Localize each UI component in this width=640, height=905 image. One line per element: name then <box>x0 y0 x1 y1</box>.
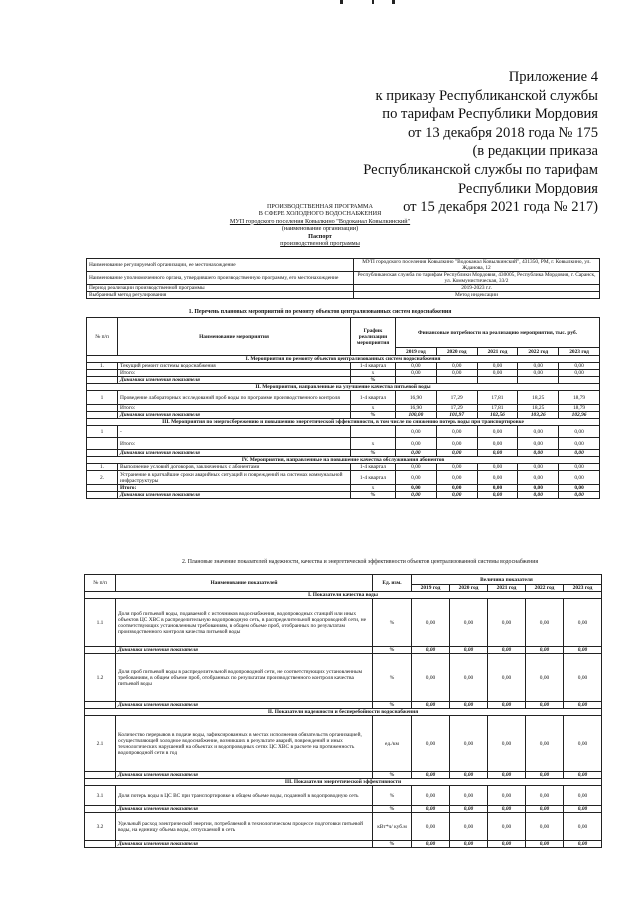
dynamics-row: Динамика изменения показателя % 0,00 0,00 0,00 0,00 0,00 <box>85 841 602 848</box>
section-row: I. Показатели качества воды <box>85 592 602 599</box>
section-row: III. Мероприятия по энергосбережению и повышению энергетической эффективности, в том числе по снижению потерь воды при транспортировке <box>87 419 600 426</box>
table-row: 1.1 Доля проб питьевой воды, подаваемой с источников водоснабжения, водопроводных станций или иных объектов ЦС ХВС в распределительную водопроводную сеть, в распределительной водопроводной сети, не соответствующих установленным требованиям, в общем объеме проб, отобранных по результатам производственного контроля качества питьевой воды % 0,00 0,00 0,00 0,00 0,00 <box>85 599 602 647</box>
appendix-line: от 15 декабря 2021 года № 217) <box>403 199 598 216</box>
table-header-row <box>85 575 602 585</box>
table-row: 2. Устранение в кратчайшие сроки аварийных ситуаций и повреждений на системах коммунальной инфраструктуры 1-4 квартал 0,00 0,00 0,00 0,00 0,00 <box>87 471 600 485</box>
indicators-table <box>84 574 602 848</box>
table-row: 1.2 Доля проб питьевой воды в распределительной водопроводной сети, не соответствующих установленным требованиям, в общем объеме проб, отобранных по результатам производственного контроля качества питьевой воды % 0,00 0,00 0,00 0,00 0,00 <box>85 654 602 702</box>
scan-artifact <box>392 0 395 4</box>
total-row: Итого: х 0,00 0,00 0,00 0,00 0,00 <box>87 438 600 450</box>
col-header-name: Наименование мероприятия <box>118 318 351 356</box>
section-row: II. Мероприятия, направленные на улучшение качества питьевой воды <box>87 384 600 391</box>
passport-value: МУП городского поселения Ковылкино "Водоканал Ковылкинский", 431350, РМ, г. Ковылкино, ул. Жданова, 12 <box>354 259 600 272</box>
table-header-row <box>87 318 600 348</box>
dynamics-row: Динамика изменения показателя % 0,00 0,00 0,00 0,00 0,00 <box>85 806 602 813</box>
table-row: 3.2 Удельный расход электрической энергии, потребляемой в технологическом процессе подготовки питьевой воды, на единицу объема воды, отпускаемой в сеть кВт*ч/ куб.м 0,00 0,00 0,00 0,00 0,00 <box>85 813 602 841</box>
dynamics-row: Динамика изменения показателя % 100,00 101,97 102,56 103,26 102,96 <box>87 412 600 419</box>
appendix-line: Приложение 4 <box>508 69 598 85</box>
appendix-line: (в редакции приказа <box>472 143 598 160</box>
dynamics-row: Динамика изменения показателя % 0,00 0,00 0,00 0,00 0,00 <box>87 450 600 457</box>
section-row: IV. Мероприятия, направленные на повышение качества обслуживания абонентов <box>87 457 600 464</box>
passport-label: Наименование регулируемой организации, ее местонахождение <box>87 259 354 272</box>
title-line: В СФЕРЕ ХОЛОДНОГО ВОДОСНАБЖЕНИЯ <box>258 210 382 218</box>
passport-subheading: производственной программы <box>280 240 360 248</box>
appendix-line: по тарифам Республики Мордовия <box>382 106 598 123</box>
table-row: 3.1 Доля потерь воды в ЦС ВС при транспортировке в общем объеме воды, поданной в водопроводную сеть % 0,00 0,00 0,00 0,00 0,00 <box>85 786 602 806</box>
col-header-name: Наименование показателей <box>116 575 373 592</box>
table2-caption: 2. Плановые значение показателей надежности, качества и энергетической эффективности объектов централизованной системы водоснабжения <box>181 559 539 565</box>
passport-label: Период реализации производственной программы <box>87 285 354 292</box>
year-header: 2022 год <box>518 348 559 356</box>
appendix-line: Республики Мордовия <box>457 180 598 197</box>
appendix-line: от 13 декабря 2018 года № 175 <box>407 124 598 141</box>
appendix-line: к приказу Республиканской службы <box>375 87 598 104</box>
passport-value: 2019-2023 г.г. <box>354 285 600 292</box>
year-header: 2021 год <box>477 348 518 356</box>
col-header-values: Величина показателя <box>412 575 602 585</box>
col-header-unit: Ед. изм. <box>373 575 412 592</box>
section-row: III. Показатели энергетической эффективности <box>85 779 602 786</box>
measures-table <box>86 317 600 499</box>
passport-value: Республиканская служба по тарифам Республики Мордовия, 430005, Республика Мордовия, г. Саранск, ул. Коммунистическая, 33/2 <box>354 272 600 285</box>
passport-heading: Паспорт <box>308 232 332 240</box>
col-header-schedule: График реализации мероприятия <box>351 318 396 356</box>
year-header: 2019 год <box>396 348 437 356</box>
section-row: II. Показатели надежности и бесперебойности водоснабжения <box>85 709 602 716</box>
organization-name: МУП городского поселения Ковылкино "Водоканал Ковылкинский" <box>229 217 411 225</box>
table-row: 1 - 0,00 0,00 0,00 0,00 0,00 <box>87 426 600 438</box>
passport-value: Метод индексации <box>354 292 600 299</box>
col-header-num: № п/п <box>87 318 118 356</box>
total-row: Итого: х 16,90 17,29 17,81 18,25 18,79 <box>87 405 600 412</box>
table-row: 2.1 Количество перерывов в подаче воды, зафиксированных в местах исполнения обязательств организацией, осуществляющей холодное водоснабжение, возникших в результате аварий, повреждений и иных технологических нарушений на объектах и водопроводных сетях ЦС ХВС в расчете на протяженность водопроводной сети в год ед./км 0,00 0,00 0,00 0,00 0,00 <box>85 716 602 772</box>
year-header: 2023 год <box>559 348 600 356</box>
scan-artifact <box>372 0 374 4</box>
passport-row <box>87 285 600 292</box>
scan-artifact <box>340 0 343 4</box>
passport-row <box>87 292 600 299</box>
table-row: 1 Проведение лабораторных исследований проб воды по программе производственного контроля 1-4 квартал 16,90 17,29 17,81 18,25 18,79 <box>87 391 600 405</box>
col-header-finance: Финансовые потребности на реализацию мероприятия, тыс. руб. <box>396 318 600 348</box>
dynamics-row: Динамика изменения показателя % 0,00 0,00 0,00 0,00 0,00 <box>85 702 602 709</box>
year-header: 2020 год <box>436 348 477 356</box>
appendix-header <box>308 68 598 217</box>
dynamics-row: Динамика изменения показателя % 0,00 0,00 0,00 0,00 0,00 <box>85 647 602 654</box>
total-row: Итого: х 0,00 0,00 0,00 0,00 0,00 <box>87 370 600 377</box>
passport-table <box>86 258 600 299</box>
passport-label: Выбранный метод регулирования <box>87 292 354 299</box>
table1-caption: 1. Перечень плановых мероприятий по ремонту объектов централизованных систем водоснабжения <box>188 309 452 315</box>
program-title <box>0 203 640 247</box>
passport-row <box>87 272 600 285</box>
table-row: 1. Текущий ремонт системы водоснабжения 1-4 квартал 0,00 0,00 0,00 0,00 0,00 <box>87 363 600 370</box>
table-row: 1. Выполнение условий договоров, заключенных с абонентами 1-4 квартал 0,00 0,00 0,00 0,00 0,00 <box>87 464 600 471</box>
title-line: ПРОИЗВОДСТВЕННАЯ ПРОГРАММА <box>266 203 374 210</box>
dynamics-row: Динамика изменения показателя % 0,00 0,00 0,00 0,00 0,00 <box>87 492 600 499</box>
title-line: (наименование организации) <box>281 225 359 233</box>
appendix-line: Республиканской службы по тарифам <box>363 161 598 178</box>
dynamics-row: Динамика изменения показателя % <box>87 377 600 384</box>
years-row: 2019 год 2020 год 2021 год 2022 год 2023 год <box>85 585 602 592</box>
section-row: I. Мероприятия по ремонту объектов централизованных систем водоснабжения <box>87 356 600 363</box>
dynamics-row: Динамика изменения показателя % 0,00 0,00 0,00 0,00 0,00 <box>85 772 602 779</box>
col-header-num: № п/п <box>85 575 116 592</box>
total-row: Итого: х 0,00 0,00 0,00 0,00 0,00 <box>87 485 600 492</box>
passport-label: Наименование уполномоченного органа, утвердившего производственную программу, его местонахождение <box>87 272 354 285</box>
passport-row <box>87 259 600 272</box>
